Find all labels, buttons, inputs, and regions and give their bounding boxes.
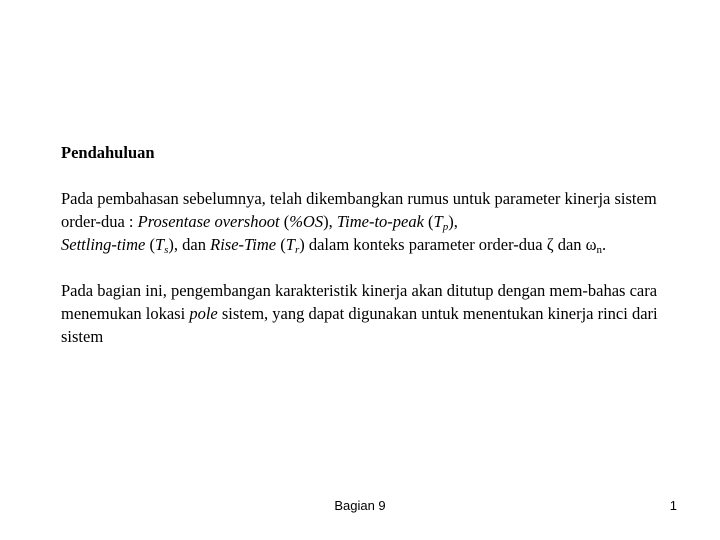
para2-text: Pada bagian ini, pengembangan karakteristik kinerja akan ditutup dengan mem-bahas cara menemukan lokasi — [61, 281, 658, 323]
para2-text: sistem, yang dapat digunakan untuk menentukan kinerja rinci dari sistem — [61, 304, 658, 346]
overshoot-term: Prosentase overshoot — [137, 212, 280, 231]
zeta-symbol: ζ — [546, 235, 554, 254]
overshoot-symbol: %OS — [289, 212, 324, 231]
slide-heading: Pendahuluan — [61, 143, 155, 162]
text: ), dan — [168, 235, 211, 254]
slide-content — [61, 141, 671, 348]
rise-time-symbol: T — [285, 235, 295, 254]
spacer — [61, 256, 671, 279]
spacer — [61, 164, 671, 187]
footer-section-label: Bagian 9 — [334, 498, 386, 513]
settling-time-subscript: s — [164, 244, 169, 256]
paren: ), — [448, 212, 458, 231]
pole-term: pole — [189, 304, 218, 323]
paren: ), — [323, 212, 337, 231]
text: dan — [553, 235, 586, 254]
time-to-peak-symbol: T — [433, 212, 443, 231]
paragraph-parameters — [61, 187, 671, 256]
rise-time-subscript: r — [294, 244, 300, 256]
text: . — [602, 235, 607, 254]
time-to-peak-subscript: p — [442, 221, 449, 233]
paren: ( — [423, 212, 434, 231]
paren: ( — [279, 212, 290, 231]
rise-time-term: Rise-Time — [210, 235, 277, 254]
omega-subscript: n — [596, 244, 603, 256]
time-to-peak-term: Time-to-peak — [336, 212, 424, 231]
settling-time-symbol: T — [154, 235, 165, 254]
text: ) dalam konteks parameter order-dua — [299, 235, 547, 254]
settling-time-term: Settling-time — [61, 235, 146, 254]
paragraph-pole-location — [61, 279, 671, 348]
page-number: 1 — [669, 498, 677, 513]
paren: ( — [276, 235, 286, 254]
omega-symbol: ω — [585, 235, 597, 254]
paren: ( — [145, 235, 155, 254]
para1-intro: Pada pembahasan sebelumnya, telah dikembangkan rumus untuk parameter kinerja sistem order-dua : — [61, 189, 657, 231]
